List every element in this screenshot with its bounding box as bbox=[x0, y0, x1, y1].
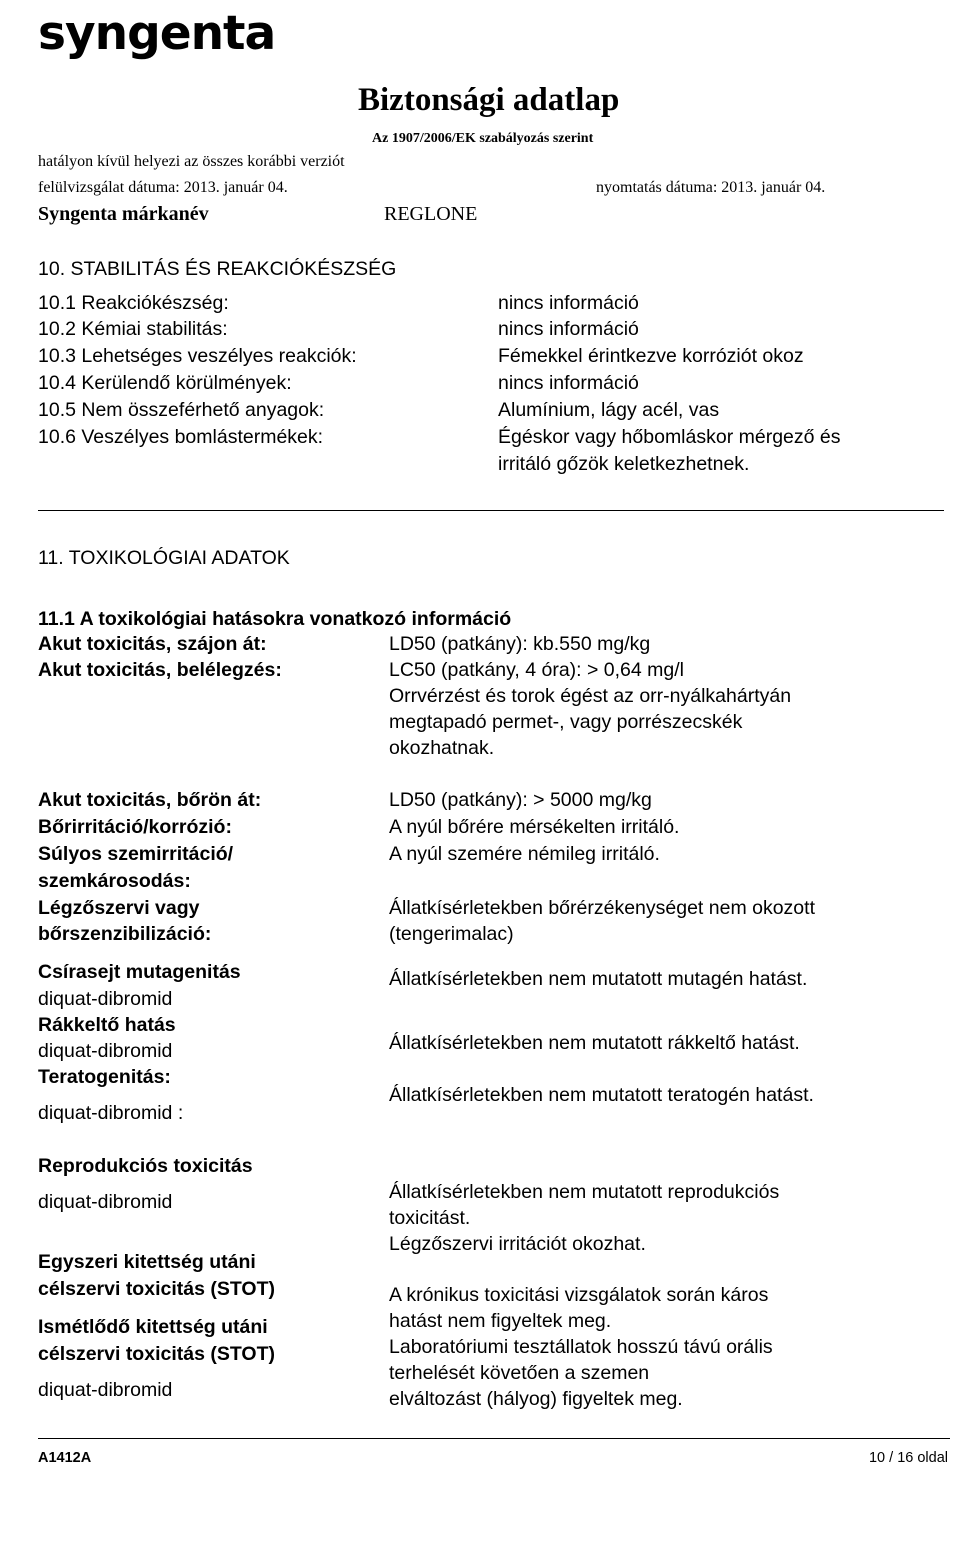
conditions-to-avoid-value: nincs információ bbox=[498, 372, 639, 394]
acute-inhalation-note: megtapadó permet-, vagy porrészecskék bbox=[389, 711, 743, 733]
stot-repeated-label-cont: célszervi toxicitás (STOT) bbox=[38, 1343, 275, 1365]
print-date: nyomtatás dátuma: 2013. január 04. bbox=[596, 179, 826, 196]
brand-value: REGLONE bbox=[384, 203, 478, 225]
acute-dermal-value: LD50 (patkány): > 5000 mg/kg bbox=[389, 789, 652, 811]
stot-repeated-substance: diquat-dibromid bbox=[38, 1379, 173, 1401]
stot-repeated-value-cont: elváltozást (hályog) figyeltek meg. bbox=[389, 1388, 683, 1410]
stot-single-label: Egyszeri kitettség utáni bbox=[38, 1251, 256, 1273]
skin-irritation-label: Bőrirritáció/korrózió: bbox=[38, 816, 232, 838]
stot-repeated-value-cont: terhelését követően a szemen bbox=[389, 1362, 650, 1384]
reproductive-toxicity-substance: diquat-dibromid bbox=[38, 1191, 173, 1213]
document-title: Biztonsági adatlap bbox=[358, 82, 620, 118]
mutagenicity-value: Állatkísérletekben nem mutatott mutagén hatást. bbox=[389, 968, 808, 990]
skin-irritation-value: A nyúl bőrére mérsékelten irritáló. bbox=[389, 816, 680, 838]
sensitization-value-cont: (tengerimalac) bbox=[389, 923, 514, 945]
stot-single-label-cont: célszervi toxicitás (STOT) bbox=[38, 1278, 275, 1300]
stot-repeated-value-cont: Laboratóriumi tesztállatok hosszú távú orális bbox=[389, 1336, 773, 1358]
decomposition-products-value-cont: irritáló gőzök keletkezhetnek. bbox=[498, 453, 750, 475]
regulation-note: Az 1907/2006/EK szabályozás szerint bbox=[372, 131, 594, 146]
acute-inhalation-value: LC50 (patkány, 4 óra): > 0,64 mg/l bbox=[389, 659, 685, 681]
teratogenicity-value: Állatkísérletekben nem mutatott teratogén hatást. bbox=[389, 1084, 814, 1106]
reproductive-toxicity-value: Állatkísérletekben nem mutatott reprodukciós bbox=[389, 1181, 780, 1203]
section-divider bbox=[38, 510, 944, 511]
stot-repeated-value-cont: hatást nem figyeltek meg. bbox=[389, 1310, 612, 1332]
section-11-1-subheading: 11.1 A toxikológiai hatásokra vonatkozó információ bbox=[38, 608, 512, 630]
reactivity-label: 10.1 Reakciókészség: bbox=[38, 292, 229, 314]
reproductive-toxicity-value-cont: toxicitást. bbox=[389, 1207, 471, 1229]
eye-irritation-value: A nyúl szemére némileg irritáló. bbox=[389, 843, 660, 865]
eye-irritation-label: Súlyos szemirritáció/ bbox=[38, 843, 234, 865]
stot-repeated-value: A krónikus toxicitási vizsgálatok során káros bbox=[389, 1284, 769, 1306]
sensitization-label-cont: bőrszenzibilizáció: bbox=[38, 923, 212, 945]
incompatible-materials-value: Alumínium, lágy acél, vas bbox=[498, 399, 720, 421]
hazardous-reactions-value: Fémekkel érintkezve korróziót okoz bbox=[498, 345, 804, 367]
acute-inhalation-note: okozhatnak. bbox=[389, 737, 495, 759]
stot-single-value: Légzőszervi irritációt okozhat. bbox=[389, 1233, 646, 1255]
brand-label: Syngenta márkanév bbox=[38, 203, 209, 225]
carcinogenicity-label: Rákkeltő hatás bbox=[38, 1014, 176, 1036]
section-10-heading: 10. STABILITÁS ÉS REAKCIÓKÉSZSÉG bbox=[38, 258, 397, 280]
stability-label: 10.2 Kémiai stabilitás: bbox=[38, 318, 228, 340]
acute-inhalation-label: Akut toxicitás, belélegzés: bbox=[38, 659, 282, 681]
mutagenicity-substance: diquat-dibromid bbox=[38, 988, 173, 1010]
sensitization-label: Légzőszervi vagy bbox=[38, 897, 200, 919]
carcinogenicity-substance: diquat-dibromid bbox=[38, 1040, 173, 1062]
stability-value: nincs információ bbox=[498, 318, 639, 340]
reproductive-toxicity-label: Reprodukciós toxicitás bbox=[38, 1155, 253, 1177]
acute-oral-label: Akut toxicitás, szájon át: bbox=[38, 633, 267, 655]
stot-repeated-label: Ismétlődő kitettség utáni bbox=[38, 1316, 268, 1338]
decomposition-products-label: 10.6 Veszélyes bomlástermékek: bbox=[38, 426, 324, 448]
decomposition-products-value: Égéskor vagy hőbomláskor mérgező és bbox=[498, 426, 841, 448]
incompatible-materials-label: 10.5 Nem összeférhető anyagok: bbox=[38, 399, 325, 421]
acute-inhalation-note: Orrvérzést és torok égést az orr-nyálkahártyán bbox=[389, 685, 792, 707]
mutagenicity-label: Csírasejt mutagenitás bbox=[38, 961, 241, 983]
page-number: 10 / 16 oldal bbox=[868, 1450, 948, 1466]
acute-dermal-label: Akut toxicitás, bőrön át: bbox=[38, 789, 262, 811]
conditions-to-avoid-label: 10.4 Kerülendő körülmények: bbox=[38, 372, 292, 394]
reactivity-value: nincs információ bbox=[498, 292, 639, 314]
acute-oral-value: LD50 (patkány): kb.550 mg/kg bbox=[389, 633, 651, 655]
revision-date: felülvizsgálat dátuma: 2013. január 04. bbox=[38, 179, 288, 196]
teratogenicity-label: Teratogenitás: bbox=[38, 1066, 171, 1088]
eye-irritation-label-cont: szemkárosodás: bbox=[38, 870, 191, 892]
section-11-heading: 11. TOXIKOLÓGIAI ADATOK bbox=[38, 547, 290, 569]
teratogenicity-substance: diquat-dibromid : bbox=[38, 1102, 184, 1124]
hazardous-reactions-label: 10.3 Lehetséges veszélyes reakciók: bbox=[38, 345, 357, 367]
footer-divider bbox=[38, 1438, 950, 1439]
carcinogenicity-value: Állatkísérletekben nem mutatott rákkeltő hatást. bbox=[389, 1032, 800, 1054]
supersedes-note: hatályon kívül helyezi az összes korábbi verziót bbox=[38, 153, 345, 170]
document-code: A1412A bbox=[38, 1450, 92, 1466]
syngenta-logo: syngenta bbox=[38, 6, 276, 61]
sensitization-value: Állatkísérletekben bőrérzékenységet nem okozott bbox=[389, 897, 815, 919]
